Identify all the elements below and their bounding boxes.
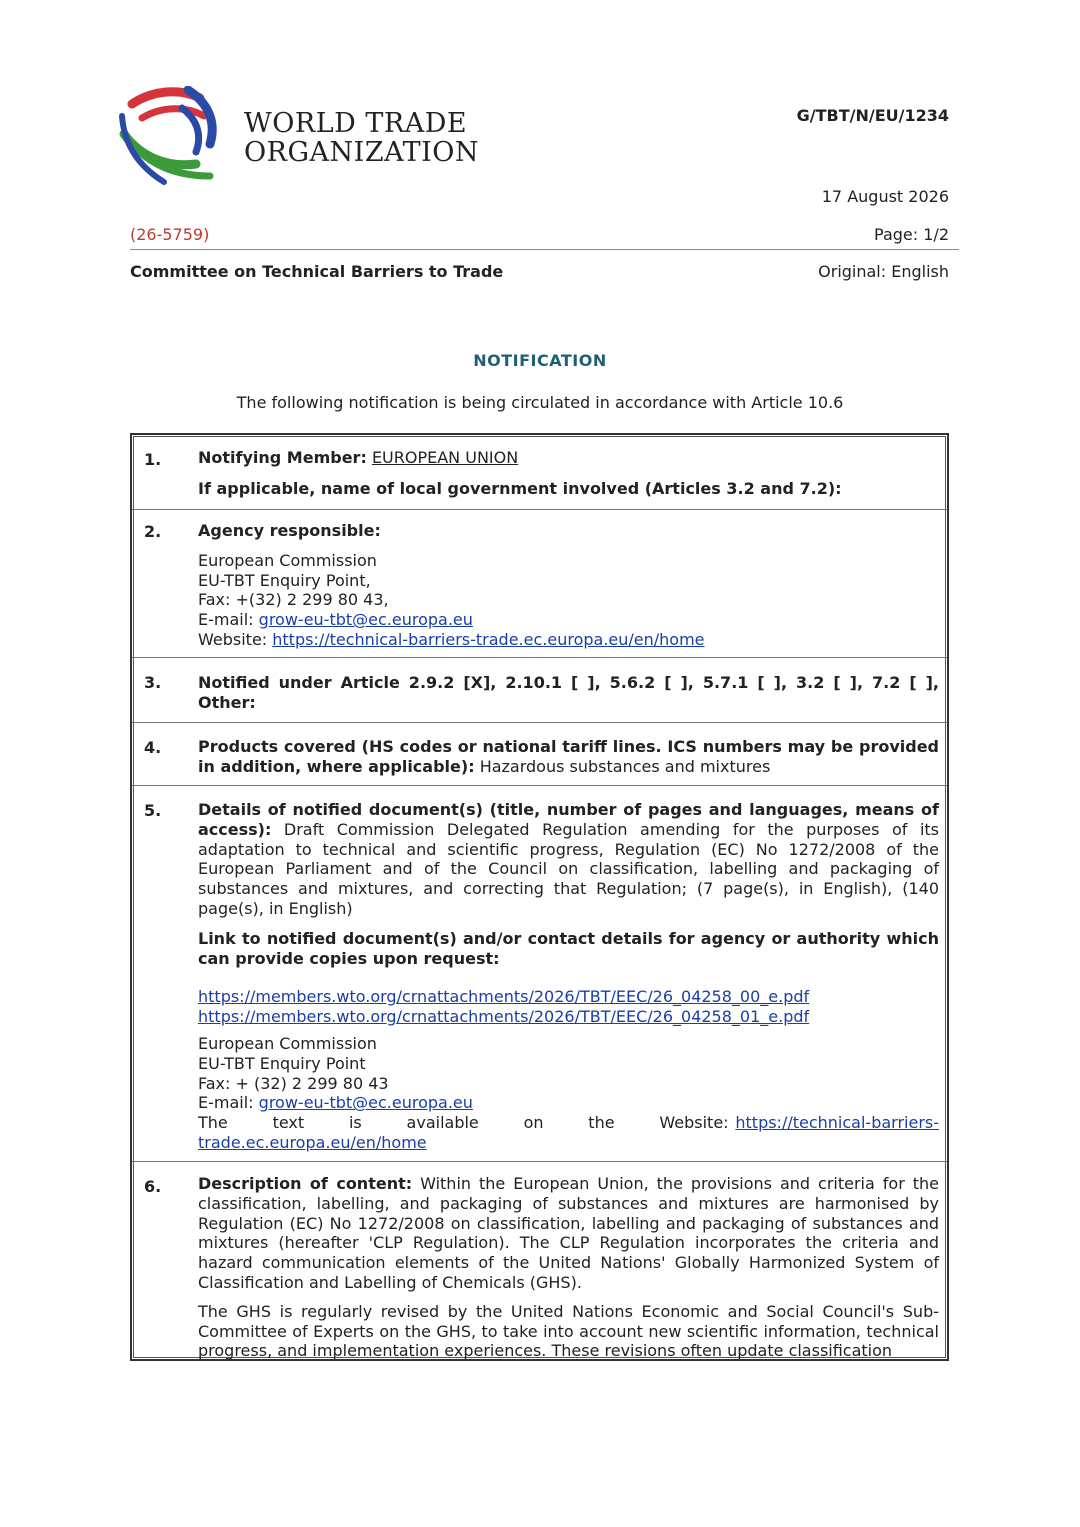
wto-logo (118, 86, 230, 190)
description-label: Description of content: (198, 1174, 413, 1193)
page-indicator: Page: 1/2 (874, 225, 949, 244)
products-covered-label: Products covered (HS codes or national tariff lines. ICS numbers may be provided in addition, where applicable): (198, 737, 939, 776)
agency-fax: Fax: +(32) 2 299 80 43, (198, 590, 389, 610)
document-date: 17 August 2026 (821, 187, 949, 206)
agency-label: Agency responsible: (198, 521, 381, 540)
item-content (198, 800, 939, 1153)
original-language: Original: English (818, 262, 949, 281)
availability-text: The text is available on the Website: (198, 1113, 729, 1133)
document-link-label: Link to notified document(s) and/or contact details for agency or authority which can provide copies upon request: (198, 928, 939, 968)
intro-text: The following notification is being circulated in accordance with Article 10.6 (236, 393, 844, 412)
committee-name: Committee on Technical Barriers to Trade (130, 262, 504, 281)
item-content (198, 1174, 939, 1361)
availability-link-part1[interactable]: https://technical-barriers- (735, 1113, 939, 1133)
item-content (198, 521, 939, 650)
table-row-3 (132, 657, 947, 723)
header-divider (130, 249, 959, 250)
agency-line: EU-TBT Enquiry Point, (198, 570, 371, 590)
item-content (198, 448, 939, 499)
item-number: 3. (144, 673, 162, 692)
document-symbol: G/TBT/N/EU/1234 (796, 106, 949, 125)
website-label: Website: (198, 629, 268, 649)
item-content (198, 673, 939, 713)
item-content (198, 737, 939, 777)
notification-table (130, 433, 949, 1361)
email-label: E-mail: (198, 610, 254, 630)
document-link-1[interactable]: https://members.wto.org/crnattachments/2026/TBT/EEC/26_04258_00_e.pdf (198, 987, 810, 1007)
email-label: E-mail: (198, 1093, 254, 1113)
table-row-2 (132, 509, 947, 658)
item-number: 5. (144, 801, 162, 820)
page-title: NOTIFICATION (473, 351, 607, 370)
table-row-6 (132, 1161, 947, 1359)
org-name-line2: ORGANIZATION (244, 137, 480, 168)
table-row-4 (132, 722, 947, 786)
products-covered-value: Hazardous substances and mixtures (479, 756, 771, 776)
contact-email-link[interactable]: grow-eu-tbt@ec.europa.eu (258, 1093, 473, 1113)
document-link-2[interactable]: https://members.wto.org/crnattachments/2026/TBT/EEC/26_04258_01_e.pdf (198, 1007, 810, 1027)
notifying-member-value: EUROPEAN UNION (371, 448, 519, 467)
document-details-value: Draft Commission Delegated Regulation amending for the purposes of its adaptation to technical and scientific progress, Regulation (EC) No 1272/2008 of the European Parliament and of the Council on classification, labelling and packaging of substances and mixtures, and correcting that Regulation; (7 page(s), in English), (140 page(s), in English) (198, 819, 939, 918)
item-number: 1. (144, 450, 162, 469)
item-number: 4. (144, 738, 162, 757)
agency-website-link[interactable]: https://technical-barriers-trade.ec.europa.eu/en/home (272, 629, 705, 649)
contact-fax: Fax: + (32) 2 299 80 43 (198, 1073, 389, 1093)
contact-line: European Commission (198, 1033, 377, 1053)
org-name-line1: WORLD TRADE (244, 108, 468, 139)
document-code: (26-5759) (130, 225, 210, 244)
local-government-label: If applicable, name of local government involved (Articles 3.2 and 7.2): (198, 478, 842, 498)
notified-under-article: Notified under Article 2.9.2 [X], 2.10.1 [ ], 5.6.2 [ ], 5.7.1 [ ], 3.2 [ ], 7.2 [ ], (198, 673, 939, 692)
agency-line: European Commission (198, 550, 377, 570)
table-row-1 (132, 435, 947, 510)
notifying-member-label: Notifying Member: (198, 448, 367, 467)
agency-email-link[interactable]: grow-eu-tbt@ec.europa.eu (258, 610, 473, 630)
notified-other: Other: (198, 692, 256, 712)
contact-line: EU-TBT Enquiry Point (198, 1053, 366, 1073)
table-row-5 (132, 785, 947, 1162)
item-number: 2. (144, 522, 162, 541)
document-details-label: Details of notified document(s) (title, number of pages and languages, means of access): (198, 800, 939, 839)
description-value: Within the European Union, the provisions and criteria for the classification, labelling, and packaging of substances and mixtures are harmonised by Regulation (EC) No 1272/2008 on classification, labelling and packaging of substances and mixtures (hereafter 'CLP Regulation). The CLP Regulation incorporates the criteria and hazard communication elements of the United Nations' Globally Harmonized System of Classification and Labelling of Chemicals (GHS). (198, 1174, 939, 1292)
item-number: 6. (144, 1177, 162, 1196)
availability-link-part2[interactable]: trade.ec.europa.eu/en/home (198, 1132, 427, 1152)
description-paragraph-2: The GHS is regularly revised by the United Nations Economic and Social Council's Sub-Committee of Experts on the GHS, to take into account new scientific information, technical progress, and implementation experiences. These revisions often update classification (198, 1301, 939, 1361)
